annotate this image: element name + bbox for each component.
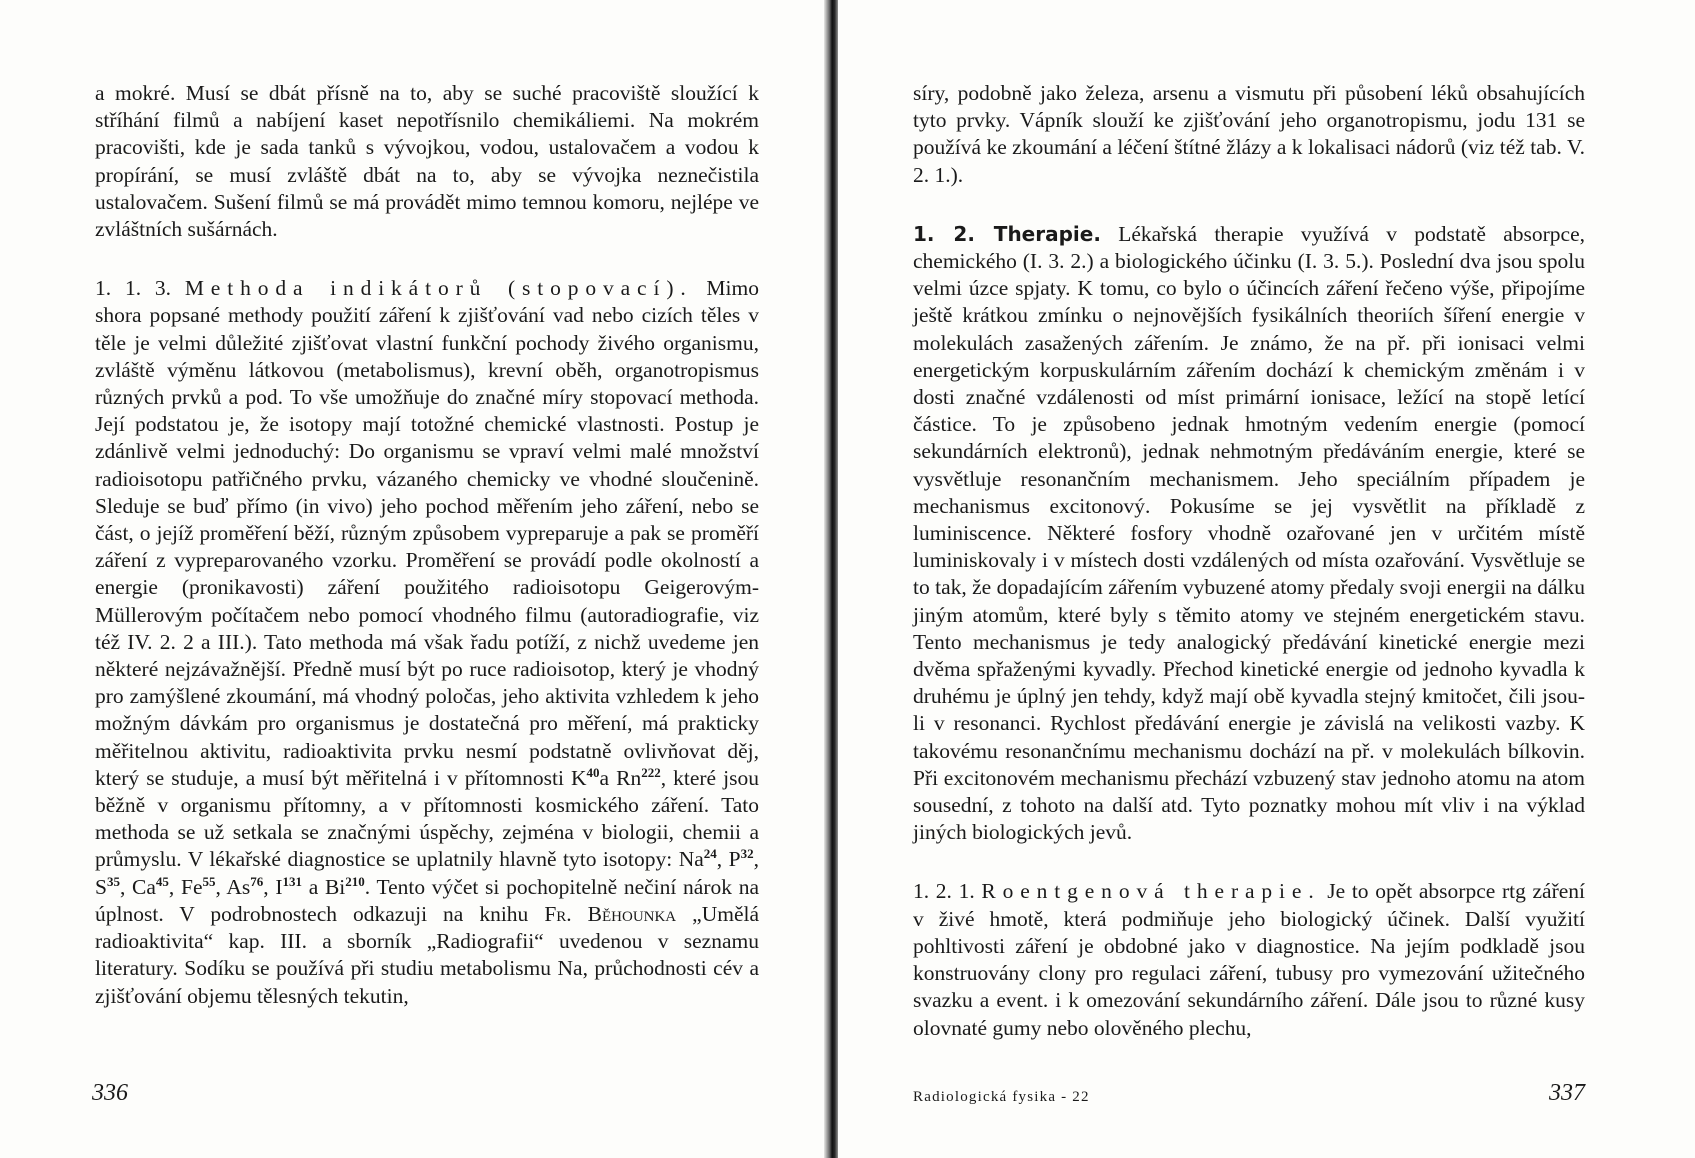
section-paragraph-1-2	[913, 221, 1585, 847]
body-text: . Tento výčet si pochopitelně nečiní nárok na úplnost. V podrobnostech odkazuji na knihu	[95, 874, 759, 926]
body-text: , Ca	[119, 874, 156, 899]
section-paragraph-1-1-3	[95, 275, 759, 1009]
body-text: , které jsou běžně v organismu přítomny, a v přítomnosti kosmického záření. Tato methoda se už setkala se značnými úspěchy, zejména v biologii, chemii a průmyslu. V lékařské diagnostice se uplatnily hlavně tyto isotopy: Na	[95, 765, 759, 872]
section-number: 1. 1. 3.	[95, 276, 171, 301]
body-text: a Bi	[302, 874, 346, 899]
section-number: 1. 2. 1.	[913, 879, 975, 904]
body-text: Lékařská therapie využívá v podstatě absorpce, chemického (I. 3. 2.) a biologického účinku (I. 3. 5.). Poslední dva jsou spolu velmi úzce spjaty. K tomu, co bylo o účincích záření řečeno výše, připojíme ještě krátkou zmínku o nejnovějších fysikálních theoriích šíření energie v molekulách zasažených zářením. Je známo, že na př. při ionisaci velmi energetickým korpuskulárním zářením dochází k chemickým změnám i v dosti značné vzdálenosti od míst primární ionisace, ležící na stopě letící částice. To je způsobeno jednak hmotným vedením energie (pomocí sekundárních elektronů), jednak nehmotným předáváním energie, které se vysvětluje resonančním mechanismem. Jeho speciálním případem je mechanismus excitonový. Pokusíme se jej vysvětlit na příkladě z luminiscence. Některé fosfory vhodně ozařované jen v určitém místě luminiskovaly i v místech dosti vzdálených od místa ozařování. Vysvětluje se to tak, že dopadajícím zářením vybuzené atomy předaly svoji energii na dálku jiným atomům, které byly s těmito atomy ve stejném energetickém stavu. Tento mechanismus je tedy analogický předávání kinetické energie mezi dvěma spřaženými kyvadly. Přechod kinetické energie od jednoho kyvadla k druhému je úplný jen tehdy, když mají obě kyvadla stejný kmitočet, čili jsou-li v resonanci. Rychlost předávání energie je závislá na velikosti vazby. K takovému resonančnímu mechanismu dochází na př. v molekulách bílkovin. Při excitonovém mechanismu přechází vzbuzený stav jednoho atomu na atom sousední, z tohoto na další atd. Tyto poznatky mohou mít vliv i na výklad jiných biologických jevů.	[913, 221, 1586, 845]
body-text: , I	[263, 874, 283, 899]
page-number: 336	[92, 1080, 128, 1106]
superscript: 210	[345, 873, 365, 889]
superscript: 40	[586, 764, 600, 780]
signature-footer: Radiologická fysika - 22	[913, 1089, 1090, 1105]
superscript: 35	[106, 873, 120, 889]
body-text: , P	[716, 847, 741, 872]
right-page	[838, 0, 1695, 1158]
author-name: Fr. Běhounka	[544, 901, 677, 926]
body-text: Mimo shora popsané methody použití záření k zjišťování vad nebo cizích těles v těle je velmi důležité zjišťovat vlastní funkční pochody živého organismu, zvláště výměnu látkovou (metabolismus), krevní oběh, organotropismus různých prvků a pod. To vše umožňuje do značné míry stopovací methoda. Její podstatou je, že isotopy mají totožné chemické vlastnosti. Postup je zdánlivě velmi jednoduchý: Do organismu se vpraví velmi malé množství radioisotopu patřičného prvku, vázaného chemicky ve vhodné sloučenině. Sleduje se buď přímo (in vivo) jeho pochod měřením jeho záření, nebo se část, o jejíž proměření běží, různým způsobem vypreparuje a pak se proměří záření z vypreparovaného vzorku. Proměření se provádí podle okolností a energie (pronikavosti) záření použitého radioisotopu Geigerovým-Müllerovým počítačem nebo pomocí vhodného filmu (autoradiografie, viz též IV. 2. 2 a III.). Tato methoda má však řadu potíží, z nichž uvedeme jen některé nejzávažnější. Předně musí být po ruce radioisotop, který je vhodný pro zamýšlené zkoumání, má vhodný poločas, jeho aktivita vzhledem k jeho možným dávkám pro organismus je dostatečná pro měření, má prakticky měřitelnou aktivitu, radioaktivita prvku nesmí podstatně ovlivňovat děj, který se studuje, a musí být měřitelná i v přítomnosti K	[95, 276, 759, 790]
superscript: 131	[282, 873, 303, 889]
superscript: 222	[641, 764, 661, 780]
right-text-column	[913, 80, 1585, 1042]
body-text: , As	[215, 874, 251, 899]
body-text: „Umělá radioaktivita“ kap. III. a sborník „Radiografii“ uvedenou v seznamu literatury. Sodíku se používá při studiu metabolismu Na, průchodnosti cév a zjišťování objemu tělesných tekutin,	[95, 901, 760, 1008]
page-number: 337	[1549, 1080, 1585, 1106]
paragraph: a mokré. Musí se dbát přísně na to, aby se suché pracoviště sloužící k stříhání filmů a nabíjení kaset nepotřísnilo chemikáliemi. Na mokrém pracovišti, kde je sada tanků s vývojkou, vodou, ustalovačem a vodou k propírání, se musí zvláště dbát na to, aby se vývojka neznečistila ustalovačem. Sušení filmů se má provádět mimo temnou komoru, nejlépe ve zvláštních sušárnách.	[95, 81, 759, 242]
body-text: Je to opět absorpce rtg záření v živé hmotě, která podmiňuje jeho biologický účinek. Další využití pohltivosti záření je obdobné jako v diagnostice. Na jejím podkladě jsou konstruovány clony pro regulaci záření, tubusy pro vymezování užitečného svazku a event. i k omezování sekundárního záření. Dále jsou to různé kusy olovnaté gumy nebo olověného plechu,	[913, 879, 1586, 1040]
body-text: , Fe	[168, 874, 203, 899]
superscript: 45	[155, 873, 169, 889]
left-page	[0, 0, 828, 1158]
body-text: a Rn	[599, 765, 642, 790]
section-heading: 1. 2. Therapie.	[913, 221, 1101, 246]
section-heading: Methoda indikátorů (stopovací).	[184, 276, 693, 301]
section-heading: Roentgenová therapie.	[981, 879, 1321, 904]
superscript: 76	[250, 873, 264, 889]
superscript: 55	[202, 873, 216, 889]
superscript: 32	[740, 846, 754, 862]
body-text: , S	[95, 847, 759, 899]
left-text-column	[95, 80, 759, 1010]
section-paragraph-1-2-1	[913, 878, 1585, 1041]
superscript: 24	[703, 846, 717, 862]
paragraph: síry, podobně jako železa, arsenu a vismutu při působení léků obsahujících tyto prvky. Vápník slouží ke zjišťování jeho organotropismu, jodu 131 se používá ke zkoumání a léčení štítné žlázy a k lokalisaci nádorů (viz též tab. V. 2. 1.).	[913, 81, 1585, 187]
